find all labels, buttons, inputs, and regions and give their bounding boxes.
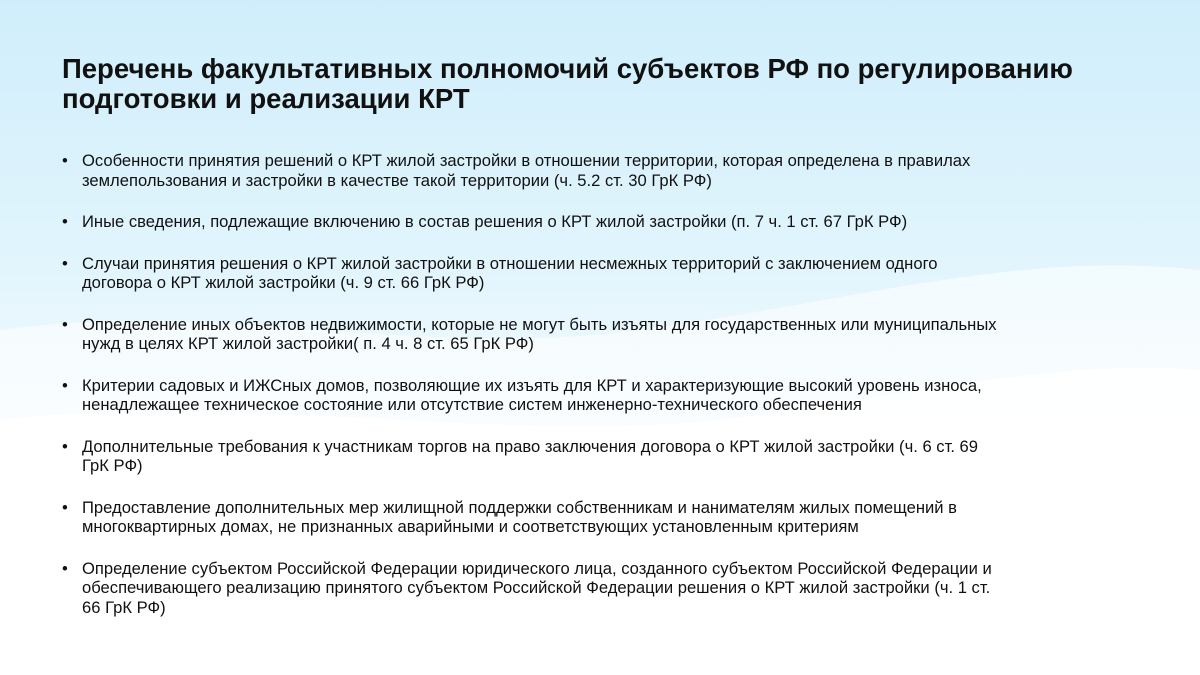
bullet-text-line: нужд в целях КРТ жилой застройки( п. 4 ч. 8 ст. 65 ГрК РФ) xyxy=(82,334,534,353)
bullet-item-4 xyxy=(62,315,1142,354)
bullet-text-line: обеспечивающего реализацию принятого субъектом Российской Федерации решения о КРТ жилой застройки (ч. 1 ст. xyxy=(82,578,991,597)
bullet-list xyxy=(62,151,1142,639)
bullet-item-1 xyxy=(62,151,1142,190)
bullet-text-line: Дополнительные требования к участникам торгов на право заключения договора о КРТ жилой застройки (ч. 6 ст. 69 xyxy=(82,436,979,456)
bullet-text-line: Определение иных объектов недвижимости, которые не могут быть изъяты для государственных или муниципальных xyxy=(82,314,997,334)
slide-title xyxy=(62,54,1162,114)
bullet-item-2 xyxy=(62,212,1142,232)
bullet-text-line: землепользования и застройки в качестве такой территории (ч. 5.2 ст. 30 ГрК РФ) xyxy=(82,170,712,190)
bullet-marker: • xyxy=(62,314,68,334)
bullet-marker: • xyxy=(62,151,68,170)
slide-title-line-1: Перечень факультативных полномочий субъектов РФ по регулированию xyxy=(62,53,1073,84)
bullet-item-8 xyxy=(62,559,1142,618)
bullet-marker: • xyxy=(62,212,68,231)
bullet-marker: • xyxy=(62,375,68,395)
bullet-text-line: 66 ГрК РФ) xyxy=(82,597,166,617)
bullet-text-line: ГрК РФ) xyxy=(82,456,143,475)
bullet-text-line: ненадлежащее техническое состояние или отсутствие систем инженерно-технического обеспечения xyxy=(82,395,862,414)
bullet-marker: • xyxy=(62,558,68,578)
bullet-text-line: Особенности принятия решений о КРТ жилой застройки в отношении территории, которая определена в правилах xyxy=(82,151,971,170)
bullet-marker: • xyxy=(62,436,68,456)
bullet-item-5 xyxy=(62,376,1142,415)
bullet-item-6 xyxy=(62,437,1142,476)
bullet-item-7 xyxy=(62,498,1142,537)
bullet-text-line: многоквартирных домах, не признанных аварийными и соответствующих установленным критериям xyxy=(82,517,859,536)
bullet-text-line: Определение субъектом Российской Федерации юридического лица, созданного субъектом Российской Федерации и xyxy=(82,558,992,578)
bullet-marker: • xyxy=(62,497,68,517)
bullet-text-line: Случаи принятия решения о КРТ жилой застройки в отношении несмежных территорий с заключением одного xyxy=(82,253,938,273)
bullet-text-line: Иные сведения, подлежащие включению в состав решения о КРТ жилой застройки (п. 7 ч. 1 ст. 67 ГрК РФ) xyxy=(82,212,908,231)
bullet-text-line: Предоставление дополнительных мер жилищной поддержки собственникам и нанимателям жилых помещений в xyxy=(82,497,957,517)
bullet-text-line: Критерии садовых и ИЖСных домов, позволяющие их изъять для КРТ и характеризующие высокий уровень износа, xyxy=(82,375,982,395)
bullet-marker: • xyxy=(62,253,68,273)
bullet-text-line: договора о КРТ жилой застройки (ч. 9 ст. 66 ГрК РФ) xyxy=(82,273,485,292)
slide-title-line-2: подготовки и реализации КРТ xyxy=(62,83,470,114)
bullet-item-3 xyxy=(62,254,1142,293)
